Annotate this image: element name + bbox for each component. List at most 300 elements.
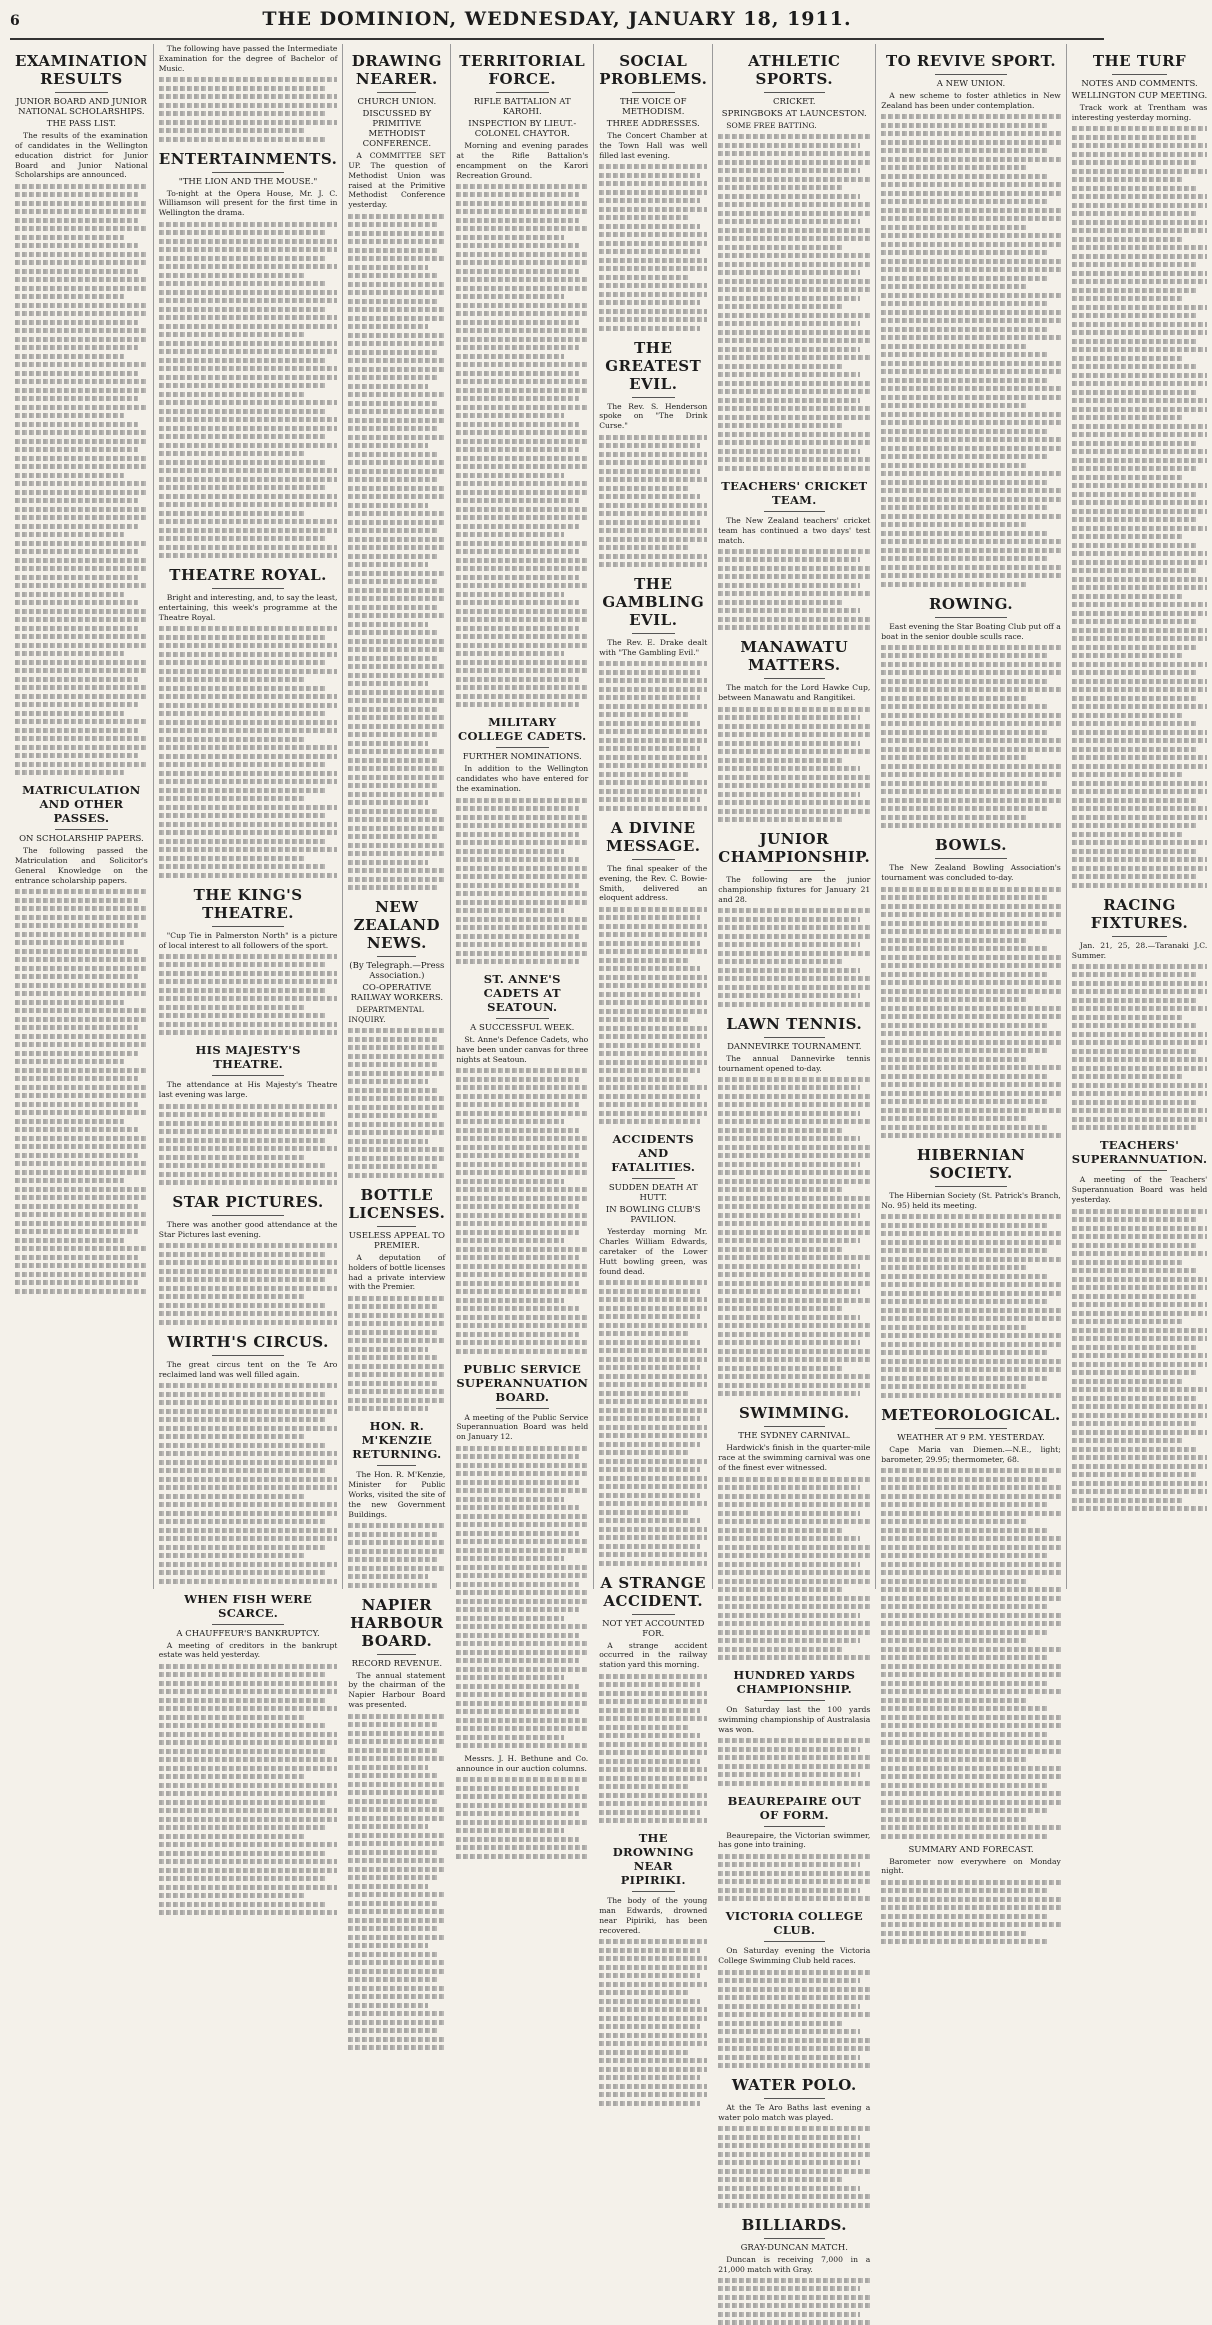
heading-rule [377,92,416,93]
text-line [881,1376,1048,1381]
text-line [456,1136,588,1141]
text-line [348,1296,445,1301]
text-line [159,711,325,716]
text-line [456,1701,588,1706]
text-line [1072,1251,1207,1256]
text-line [159,1519,325,1524]
text-line [1072,1302,1207,1307]
text-line [718,1854,870,1859]
text-line [15,770,124,775]
text-line [159,366,338,371]
article-body: On Saturday last the 100 yards swimming championship of Australasia was won. [718,1705,871,1734]
text-line [1072,1285,1207,1290]
text-line [1072,1049,1198,1054]
text-line [718,236,870,241]
text-line [718,715,859,720]
text-line [456,1573,588,1578]
text-line [456,1539,588,1544]
text-line [718,1528,843,1533]
text-line [348,324,427,329]
text-line [159,1698,325,1703]
text-line [348,1799,438,1804]
text-line [1072,441,1198,446]
text-line [15,184,148,189]
text-line [159,485,325,490]
text-line [1072,313,1198,318]
text-line [1072,883,1207,888]
text-line [159,737,305,742]
text-line [718,617,870,622]
text-line [348,282,445,287]
text-line [15,209,148,214]
text-line [159,1511,338,1516]
text-line [456,1094,588,1099]
heading-rule [632,1614,675,1615]
text-line [1072,483,1207,488]
text-line [159,1460,338,1465]
text-line [456,668,588,673]
text-line [348,477,438,482]
text-line [15,422,138,427]
text-line [348,1824,427,1829]
text-line [1072,815,1207,820]
text-line [456,1488,588,1493]
text-line [15,949,138,954]
text-line [15,1051,138,1056]
text-line [599,1467,700,1472]
text-line [881,1672,1061,1677]
text-line [1072,989,1207,994]
article-subheading: THE VOICE OF METHODISM. [619,97,687,117]
text-line [1072,194,1207,199]
heading-rule [764,2238,825,2239]
text-line [599,1442,700,1447]
text-line [159,771,338,776]
text-line [718,1987,870,1992]
text-line [456,1667,588,1672]
text-line [15,320,138,325]
text-line [881,1681,1048,1686]
text-line [1072,1353,1207,1358]
text-line [159,137,325,142]
article-subheading: THREE ADDRESSES. [606,119,700,129]
text-line [456,583,588,588]
text-line [718,1781,870,1786]
text-line [1072,1438,1183,1443]
text-line [1072,687,1207,692]
text-line [1072,364,1198,369]
text-line [159,307,325,312]
text-line [881,573,1061,578]
text-line [15,456,148,461]
text-line [348,630,438,635]
text-line [159,1426,338,1431]
heading-rule [935,1428,1007,1429]
text-line [718,1085,859,1090]
text-line [1072,526,1207,531]
text-line [599,1094,700,1099]
text-line [15,1170,148,1175]
text-line [718,1315,859,1320]
text-line [159,239,338,244]
text-line [348,1338,445,1343]
text-line [599,1331,688,1336]
text-line [599,2067,707,2072]
text-line [718,1647,843,1652]
text-line [599,1009,707,1014]
text-line [599,1382,707,1387]
text-line [718,1755,870,1760]
text-line [159,1732,338,1737]
text-line [348,809,438,814]
column-1 [10,44,154,1589]
article-body: A COMMITTEE SET UP. The question of Methodist Union was raised at the Primitive Methodist Conference yesterday. [348,151,446,210]
text-line [881,912,1061,917]
text-line [15,1085,148,1090]
text-line [159,1451,338,1456]
text-line [718,792,859,797]
text-line [881,582,1028,587]
text-line [15,651,124,656]
text-line [456,1170,588,1175]
text-line [599,1784,688,1789]
article [159,1333,338,1584]
text-line [881,174,1048,179]
text-line [348,656,438,661]
text-line [1072,1260,1183,1265]
article-subheading: CO-OPERATIVE RAILWAY WORKERS. [350,983,444,1004]
text-line [348,316,445,321]
text-line [456,677,579,682]
text-line [159,745,338,750]
text-line [881,1791,1061,1796]
text-line [15,303,148,308]
text-line [159,796,305,801]
text-line [456,1531,579,1536]
text-line [456,1213,588,1218]
text-line [456,1298,564,1303]
text-line [881,1931,1028,1936]
text-line [718,406,870,411]
text-line [881,1257,1061,1262]
text-line [456,1845,588,1850]
text-line [456,396,579,401]
text-line [15,388,148,393]
text-line [881,1545,1061,1550]
text-line [15,311,148,316]
text-line [348,766,445,771]
text-line [1072,449,1207,454]
text-line [15,592,124,597]
text-line [599,1776,707,1781]
text-line [718,1179,870,1184]
text-line [159,1494,305,1499]
article [599,339,707,568]
text-line [718,423,843,428]
article-body: SOME FREE BATTING. [726,121,817,130]
text-line [159,358,325,363]
text-line [348,2045,445,2050]
text-line [159,1706,338,1711]
text-line [456,1153,579,1158]
text-line [15,1153,138,1158]
text-line [599,1408,707,1413]
text-line [159,1910,338,1915]
text-line [159,400,338,405]
text-line [348,596,445,601]
text-line [15,719,148,724]
text-line [1072,160,1198,165]
text-line [599,1544,700,1549]
text-line [881,721,1061,726]
text-line [456,1480,579,1485]
article [718,1794,870,1902]
text-line [159,460,325,465]
text-line [599,173,700,178]
text-line [881,1774,1061,1779]
text-line [718,2038,870,2043]
text-line [599,1450,688,1455]
article-subheading: A NEW UNION. [936,79,1006,89]
article-body: Barometer now everywhere on Monday night. [881,1856,1061,1876]
text-line [159,468,338,473]
text-line [599,317,707,322]
text-line [456,883,579,888]
text-line [718,2021,843,2026]
text-line [456,634,588,639]
text-line [599,283,707,288]
text-line [718,1383,870,1388]
heading-rule [632,633,675,634]
text-line [15,600,138,605]
text-line [456,524,579,529]
article-heading: TEACHERS' CRICKET TEAM. [721,478,868,507]
text-line [15,464,148,469]
article-body: At the Te Aro Baths last evening a water polo match was played. [718,2103,871,2122]
text-line [15,396,138,401]
text-line [599,1742,707,1747]
text-line [881,114,1061,119]
text-line [456,192,579,197]
article-heading: ACCIDENTS AND FATALITIES. [611,1132,696,1175]
text-line [159,635,325,640]
text-line [599,452,707,457]
text-line [159,626,338,631]
article-heading: NEW ZEALAND NEWS. [353,898,441,953]
text-line [599,1965,707,1970]
text-line [159,856,305,861]
text-line [881,1689,1061,1694]
text-line [599,670,700,675]
article-subheading: IN BOWLING CLUB'S PAVILION. [605,1205,701,1226]
text-line [1072,500,1207,505]
text-line [599,1433,707,1438]
text-line [599,2007,707,2012]
text-line [1072,1277,1207,1282]
text-line [881,395,1061,400]
text-line [348,1986,445,1991]
text-line [718,976,870,981]
text-line [881,1613,1061,1618]
text-line [718,364,843,369]
text-line [15,677,138,682]
text-line [718,1340,859,1345]
text-line [718,457,870,462]
text-line [456,823,588,828]
text-line [1072,594,1183,599]
text-line [599,1750,707,1755]
text-line [159,349,338,354]
article [881,836,1061,1138]
text-line [881,1655,1048,1660]
text-line [881,1502,1048,1507]
text-line [718,219,859,224]
text-line [456,1599,588,1604]
text-line [881,1749,1061,1754]
text-line [881,539,1061,544]
text-line [159,864,325,869]
text-line [15,1119,124,1124]
text-line [348,1935,445,1940]
text-line [881,730,1048,735]
article-body: In addition to the Wellington candidates who have entered for the examination. [456,764,589,794]
text-line [15,1212,148,1217]
text-line [159,1689,338,1694]
text-line [718,1002,870,1007]
text-line [348,851,445,856]
text-line [159,1757,338,1762]
article-body: The annual Dannevirke tennis tournament opened to-day. [718,1053,871,1073]
article-subheading: NOT YET ACCOUNTED FOR. [602,1618,705,1639]
text-line [15,906,148,911]
text-line [599,1365,700,1370]
text-line [348,647,445,652]
text-line [599,1733,700,1738]
article [718,1909,870,2068]
text-line [599,1119,700,1124]
text-line [881,327,1048,332]
text-line [456,422,579,427]
text-line [348,1130,445,1135]
text-line [456,685,588,690]
text-line [881,1325,1028,1330]
text-line [456,1837,579,1842]
text-line [15,498,138,503]
text-line [159,1783,338,1788]
text-line [718,1587,843,1592]
text-line [718,177,870,182]
text-line [718,304,843,309]
article-body: Duncan is receiving 7,000 in a 21,000 match with Gray. [718,2254,871,2274]
text-line [718,2286,859,2291]
text-line [159,1664,338,1669]
text-line [1072,1066,1207,1071]
text-line [348,1147,445,1152]
text-line [1072,424,1207,429]
text-line [15,226,148,231]
text-line [1072,1311,1207,1316]
text-line [599,1000,707,1005]
text-line [348,664,445,669]
text-line [1072,1209,1207,1214]
text-line [1072,1023,1198,1028]
text-line [718,817,843,822]
text-line [881,1579,1028,1584]
text-line [159,341,338,346]
text-line [599,1425,707,1430]
text-line [456,1446,588,1451]
text-line [718,1638,859,1643]
text-line [1072,874,1198,879]
text-line [599,1111,707,1116]
text-line [15,1229,138,1234]
article [15,52,148,775]
text-line [599,477,707,482]
text-line [718,1630,870,1635]
article-heading: THE GAMBLING EVIL. [602,575,705,630]
text-line [456,925,588,930]
text-line [718,1281,870,1286]
text-line [15,1102,138,1107]
text-line [15,260,148,265]
text-line [159,451,305,456]
text-line [348,732,438,737]
text-line [159,1155,305,1160]
text-line [718,398,859,403]
text-line [599,1973,700,1978]
text-line [881,318,1061,323]
text-line [456,1264,588,1269]
article [718,479,870,631]
text-line [348,1952,438,1957]
text-line [456,1616,564,1621]
text-line [1072,177,1183,182]
text-line [881,208,1061,213]
text-line [881,755,1028,760]
text-line [1072,1117,1207,1122]
text-line [456,900,588,905]
article-body: Track work at Trentham was interesting yesterday morning. [1071,103,1208,122]
text-line [348,1304,438,1309]
text-line [599,763,707,768]
text-line [456,549,579,554]
text-line [456,218,579,223]
text-line [881,972,1048,977]
text-line [456,1692,588,1697]
text-line [456,1306,579,1311]
text-line [1072,330,1207,335]
text-line [159,873,338,878]
text-line [1072,1294,1198,1299]
text-line [718,1094,870,1099]
text-line [456,1811,579,1816]
article-body: The body of the young man Edwards, drowned near Pipiriki, has been recovered. [599,1896,708,1935]
text-line [15,337,148,342]
text-line [348,273,438,278]
text-line [718,1264,859,1269]
text-line [1072,1328,1207,1333]
text-line [599,1948,700,1953]
article-heading: RACING FIXTURES. [1090,895,1189,932]
article-subheading: SUDDEN DEATH AT HUTT. [608,1183,698,1204]
text-line [456,1565,588,1570]
text-line [1072,713,1183,718]
article-heading: MATRICULATION AND OTHER PASSES. [22,783,141,826]
text-line [456,1111,588,1116]
text-line [159,1180,338,1185]
text-line [881,653,1048,658]
text-line [718,749,870,754]
